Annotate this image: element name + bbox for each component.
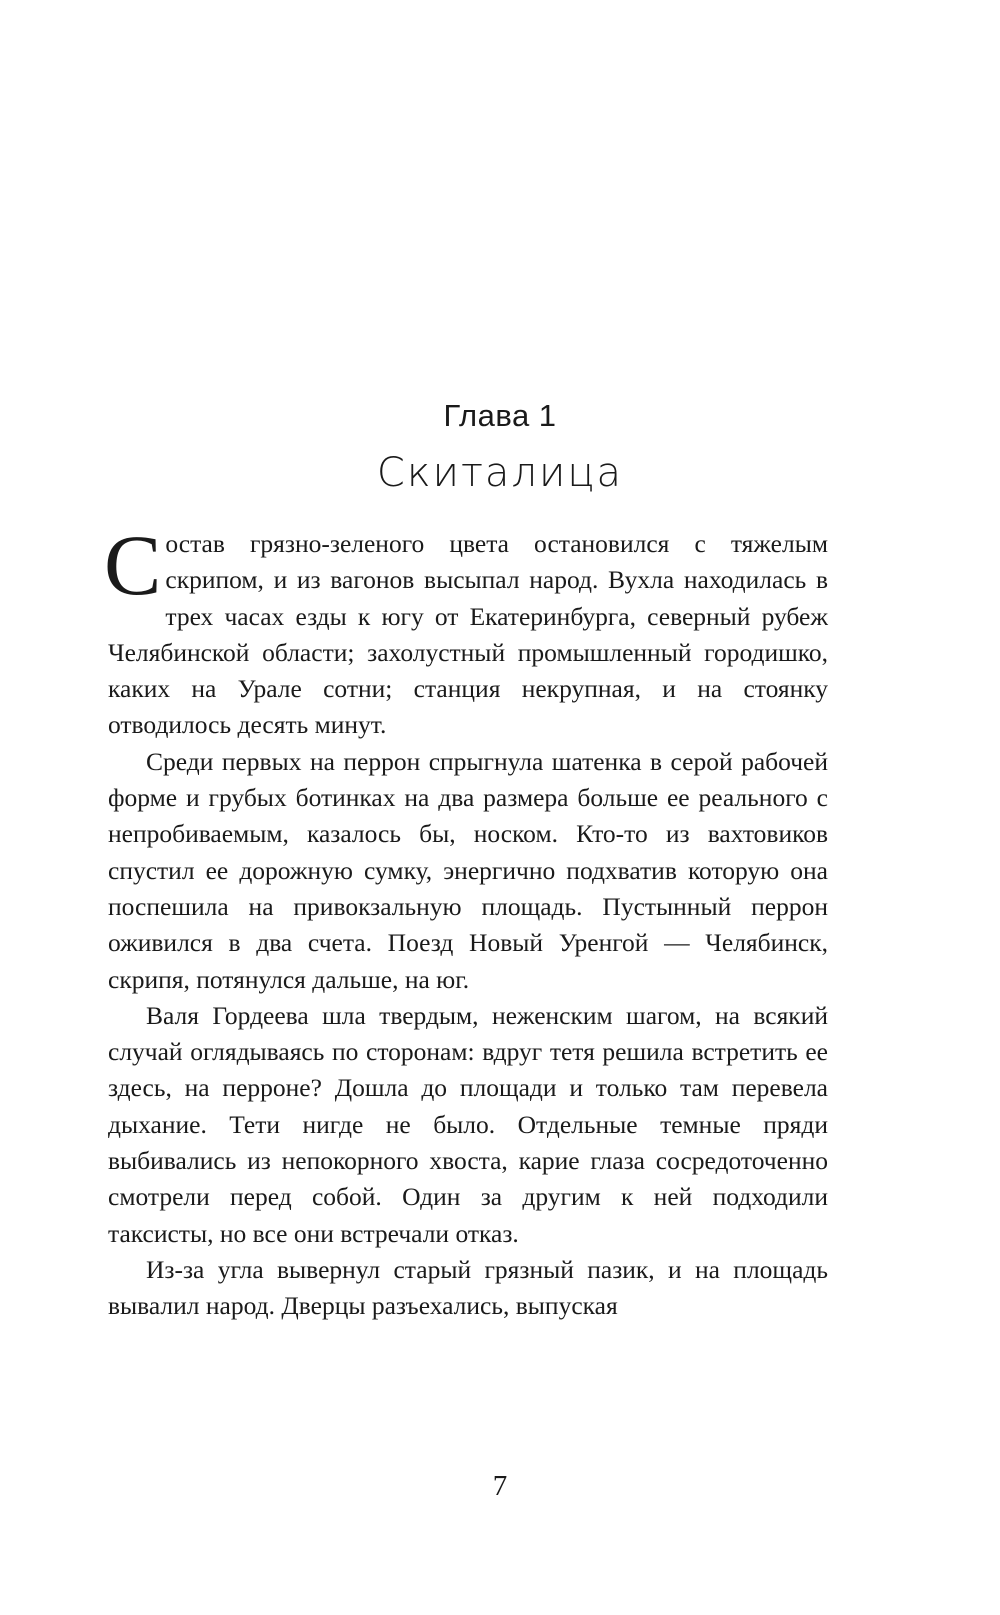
paragraph-2: Среди первых на перрон спрыгнула шатенка в серой рабочей форме и грубых ботинках на два размера больше ее реального с непробиваемым, казалось бы, носком. Кто-то из вахтовиков спустил ее дорожную сумку, энергично подхватив которую она поспешила на привокзальную площадь. Пустынный перрон оживился в два счета. Поезд Новый Уренгой — Челябинск, скрипя, потянулся дальше, на юг.: [108, 746, 828, 994]
page-number: 7: [492, 1470, 508, 1502]
paragraph-1-text: остав грязно-зеленого цвета остановился с тяжелым скрипом, и из вагонов высыпал народ. Вухла находилась в трех часах езды к югу от Екатеринбурга, северный рубеж Челябинской области; захолустный промышленный городишко, каких на Урале сотни; станция некрупная, и на стоянку отводилось десять минут.: [108, 529, 828, 740]
paragraph-3: Валя Гордеева шла твердым, неженским шагом, на всякий случай оглядываясь по сторонам: вдруг тетя решила встретить ее здесь, на перроне? Дошла до площади и только там перевела дыхание. Тети нигде не было. Отдельные темные пряди выбивались из непокорного хвоста, карие глаза сосредоточенно смотрели перед собой. Один за другим к ней подходили таксисты, но все они встречали отказ.: [108, 1000, 828, 1248]
drop-cap: С: [104, 517, 162, 613]
chapter-title: Скиталица: [376, 450, 624, 496]
chapter-label: Глава 1: [443, 398, 557, 433]
paragraph-4: Из-за угла вывернул старый грязный пазик, и на площадь вывалил народ. Дверцы разъехались, выпуская: [108, 1254, 828, 1321]
paragraph-1: [104, 517, 828, 744]
body-text: [104, 517, 828, 1325]
